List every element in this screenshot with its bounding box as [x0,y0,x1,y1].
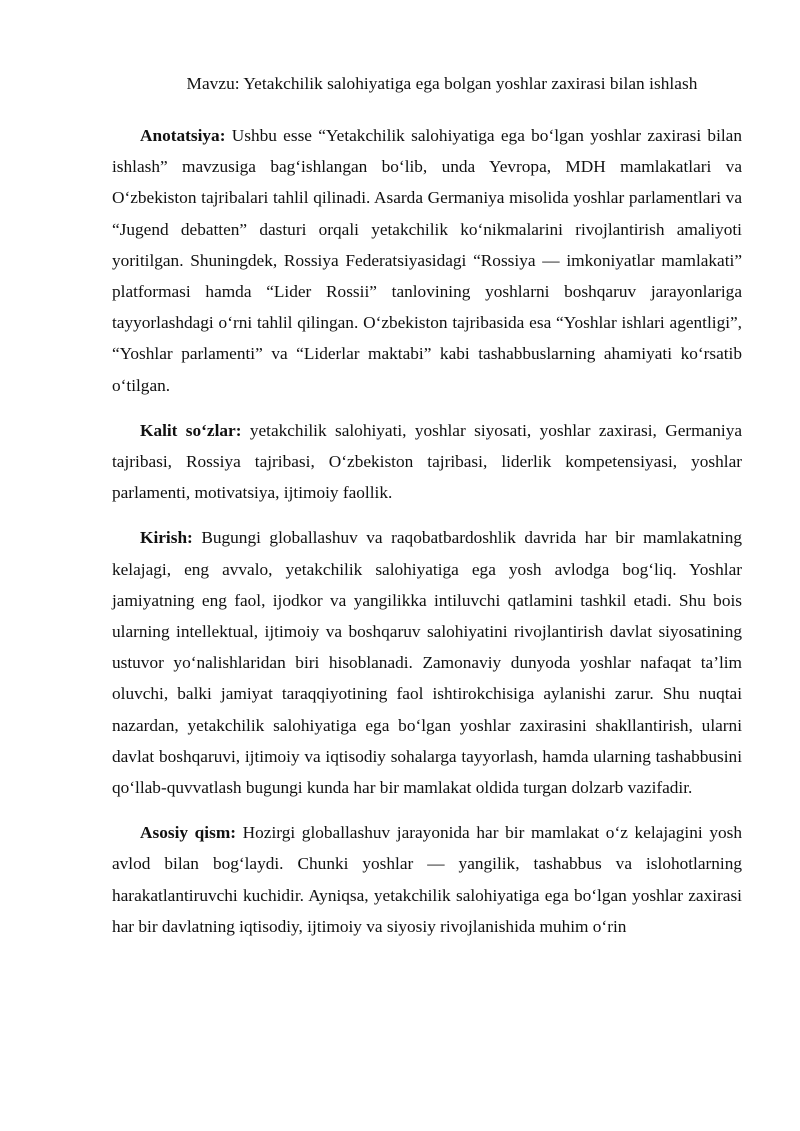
keywords-label: Kalit so‘zlar: [140,420,242,440]
main-part-text: Hozirgi globallashuv jarayonida har bir mamlakat o‘z kelajagini yosh avlod bilan bog‘laydi. Chunki yoshlar — yangilik, tashabbus va islohotlarning harakatlantiruvchi kuchidir. Ayniqsa, yetakchilik salohiyatiga ega bo‘lgan yoshlar zaxirasi har bir davlatning iqtisodiy, ijtimoiy va siyosiy rivojlanishida muhim o‘rin [112,823,742,936]
keywords-paragraph [112,415,742,509]
annotation-text: Ushbu esse “Yetakchilik salohiyatiga ega bo‘lgan yoshlar zaxirasi bilan ishlash” mavzusiga bag‘ishlangan bo‘lib, unda Yevropa, MDH mamlakatlari va O‘zbekiston tajribalari tahlil qilinadi. Asarda Germaniya misolida yoshlar parlamentlari va “Jugend debatten” dasturi orqali yetakchilik ko‘nikmalarini rivojlantirish amaliyoti yoritilgan. Shuningdek, Rossiya Federatsiyasidagi “Rossiya — imkoniyatlar mamlakati” platformasi hamda “Lider Rossii” tanlovining yoshlarni boshqaruv jarayonlariga tayyorlashdagi o‘rni tahlil qilingan. O‘zbekiston tajribasida esa “Yoshlar ishlari agentligi”, “Yoshlar parlamenti” va “Liderlar maktabi” kabi tashabbuslarning ahamiyati ko‘rsatib o‘tilgan. [112,126,742,395]
introduction-label: Kirish: [140,528,193,548]
annotation-label: Anotatsiya: [140,126,226,145]
document-page [112,70,742,942]
annotation-paragraph [112,120,742,401]
keywords-text: yetakchilik salohiyati, yoshlar siyosati, yoshlar zaxirasi, Germaniya tajribasi, Rossiya tajribasi, O‘zbekiston tajribasi, liderlik kompetensiyasi, yoshlar parlamenti, motivatsiya, ijtimoiy faollik. [112,420,742,503]
document-title: Mavzu: Yetakchilik salohiyatiga ega bolgan yoshlar zaxirasi bilan ishlash [186,74,698,93]
introduction-text: Bugungi globallashuv va raqobatbardoshlik davrida har bir mamlakatning kelajagi, eng avvalo, yetakchilik salohiyatiga ega yosh avlodga bog‘liq. Yoshlar jamiyatning eng faol, ijodkor va yangilikka intiluvchi qatlamini tashkil etadi. Shu bois ularning intellektual, ijtimoiy va boshqaruv salohiyatini rivojlantirish davlat siyosatining ustuvor yo‘nalishlaridan biri hisoblanadi. Zamonaviy dunyoda yoshlar nafaqat ta’lim oluvchi, balki jamiyat taraqqiyotining faol ishtirokchisiga aylanishi zarur. Shu nuqtai nazardan, yetakchilik salohiyatiga ega bo‘lgan yoshlar zaxirasini shakllantirish, ularni davlat boshqaruvi, ijtimoiy va iqtisodiy sohalarga tayyorlash, hamda ularning tashabbusini qo‘llab-quvvatlash bugungi kunda har bir mamlakat oldida turgan dolzarb vazifadir. [112,528,742,798]
main-part-label: Asosiy qism: [140,823,236,843]
main-part-paragraph [112,817,742,942]
introduction-paragraph [112,522,742,803]
